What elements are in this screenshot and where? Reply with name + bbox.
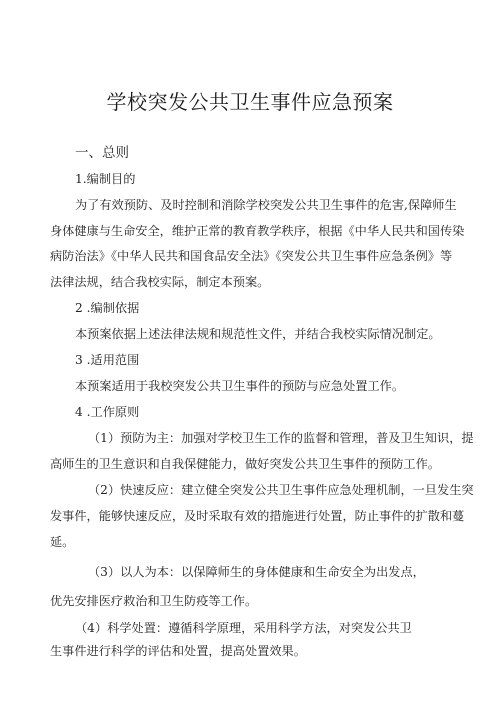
subheading-scope: 3 .适用范围: [75, 353, 140, 367]
document-title: 学校突发公共卫生事件应急预案: [106, 90, 394, 114]
paragraph-line: 身体健康与生命安全，维护正常的教育教学秩序，根据《中华人民共和国传染: [50, 224, 465, 238]
paragraph-line: 病防治法》《中华人民共和国食品安全法》《突发公共卫生事件应急条例》等: [50, 249, 453, 263]
subheading-principles: 4 .工作原则: [75, 405, 140, 419]
principle-3-line: （3）以人为本：以保障师生的身体健康和生命安全为出发点，: [88, 565, 425, 579]
principle-3-line: 优先安排医疗救治和卫生防疫等工作。: [50, 594, 258, 608]
subheading-purpose: 1.编制目的: [75, 172, 136, 186]
paragraph-line: 法律法规，结合我校实际，制定本预案。: [50, 275, 270, 289]
paragraph-line: 本预案适用于我校突发公共卫生事件的预防与应急处置工作。: [75, 379, 405, 393]
section-heading-general: 一、总则: [75, 145, 129, 161]
principle-2-line: 延。: [50, 535, 75, 549]
principle-1-line: 高师生的卫生意识和自我保健能力，做好突发公共卫生事件的预防工作。: [50, 457, 440, 471]
paragraph-line: 本预案依据上述法律法规和规范性文件，并结合我校实际情况制定。: [75, 327, 441, 341]
principle-2-line: 发事件，能够快速反应，及时采取有效的措施进行处置，防止事件的扩散和蔓: [50, 509, 465, 523]
principle-4-line: （4）科学处置：遵循科学原理，采用科学方法，对突发公共卫: [75, 621, 412, 635]
principle-1-line: （1）预防为主：加强对学校卫生工作的监督和管理，普及卫生知识，提: [88, 431, 474, 445]
principle-2-line: （2）快速反应：建立健全突发公共卫生事件应急处理机制，一旦发生突: [88, 483, 474, 497]
principle-4-line: 生事件进行科学的评估和处置，提高处置效果。: [50, 644, 306, 658]
subheading-basis: 2 .编制依据: [75, 301, 140, 315]
paragraph-line: 为了有效预防、及时控制和消除学校突发公共卫生事件的危害,保障师生: [75, 198, 457, 212]
